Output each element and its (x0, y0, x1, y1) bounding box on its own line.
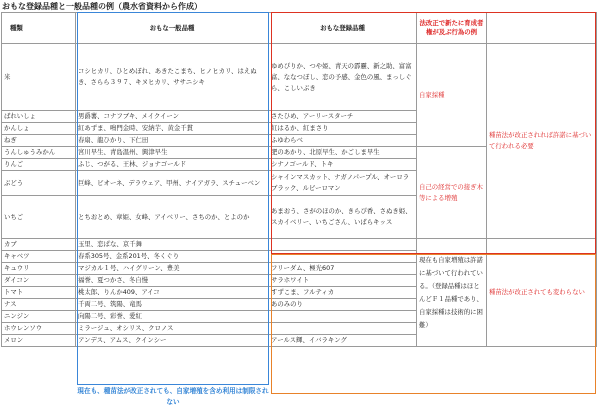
kind-cell: 米 (2, 44, 76, 111)
note-red: 種苗法が改正されれば許諾に基づいて行われる必要 (487, 44, 597, 239)
general-cell: 春系305号、金系201号、冬くぐり (76, 251, 269, 263)
general-cell: 向陽二号、彩誉、愛紅 (76, 311, 269, 323)
registered-cell: あのみのり (269, 299, 417, 311)
registered-cell (269, 323, 417, 335)
kind-cell: いちご (2, 196, 76, 239)
general-cell: 紅あずま、鳴門金時、安納芋、黄金千貫 (76, 123, 269, 135)
kind-cell: キュウリ (2, 263, 76, 275)
general-cell: 桃太郎、りんか409、アイコ (76, 287, 269, 299)
general-cell: 男爵薯、コナフブキ、メイクイーン (76, 111, 269, 123)
general-cell: 春扇、龍ひかり、下仁田 (76, 135, 269, 147)
kind-cell: ダイコン (2, 275, 76, 287)
registered-cell: シナノゴールド、トキ (269, 159, 417, 171)
header-kind: 種類 (2, 13, 76, 44)
kind-cell: ホウレンソウ (2, 323, 76, 335)
header-row (2, 13, 597, 44)
after-orange: 現在も自家増殖は許諾に基づいて行われている。（登録品種はほとんどＦ１品種であり、自家採種は技術的に困難） (417, 239, 487, 347)
kind-cell: ぶどう (2, 171, 76, 196)
kind-cell: かんしょ (2, 123, 76, 135)
general-cell: 巨峰、ピオーネ、デラウェア、甲州、ナイアガラ、スチューベン (76, 171, 269, 196)
kind-cell: ばれいしょ (2, 111, 76, 123)
general-cell: 千両二号、筑陽、竜馬 (76, 299, 269, 311)
variety-table (1, 12, 597, 347)
general-cell: 玉里、恋ぱな、京千舞 (76, 239, 269, 251)
registered-cell: フリーダム、極光607 (269, 263, 417, 275)
kind-cell: トマト (2, 287, 76, 299)
kind-cell: メロン (2, 335, 76, 347)
registered-cell: 肥のあかり、北原早生、かごしま早生 (269, 147, 417, 159)
general-cell: とちおとめ、章姫、女峰、アイベリー、さちのか、とよのか (76, 196, 269, 239)
table-row (2, 239, 597, 251)
registered-cell: サラホワイト (269, 275, 417, 287)
general-cell: ミラージュ、オシリス、クロノス (76, 323, 269, 335)
after-grafting: 自己の経営での接ぎ木等による増殖 (417, 147, 487, 239)
kind-cell: ニンジン (2, 311, 76, 323)
kind-cell: ねぎ (2, 135, 76, 147)
registered-cell: 紅はるか、紅まさり (269, 123, 417, 135)
header-registered: おもな登録品種 (269, 13, 417, 44)
general-cell: アンデス、アムス、クインシー (76, 335, 269, 347)
registered-cell (269, 251, 417, 263)
page-title: おもな登録品種と一般品種の例（農水省資料から作成） (2, 2, 202, 11)
registered-cell: アールス輝、イバラキング (269, 335, 417, 347)
note-orange: 種苗法が改正されても変わらない (487, 239, 597, 347)
registered-cell (269, 311, 417, 323)
kind-cell: ナス (2, 299, 76, 311)
general-cell: ふじ、つがる、王林、ジョナゴールド (76, 159, 269, 171)
header-after: 法改正で新たに育成者権が及ぶ行為の例 (417, 13, 487, 44)
general-cell: 宮川早生、青島温州、興津早生 (76, 147, 269, 159)
header-general: おもな一般品種 (76, 13, 269, 44)
registered-cell: シャインマスカット、ナガノパープル、オーロラブラック、ルビーロマン (269, 171, 417, 196)
general-cell: 福誉、夏つかさ、冬自慢 (76, 275, 269, 287)
registered-cell: すずこま、フルティカ (269, 287, 417, 299)
kind-cell: りんご (2, 159, 76, 171)
general-cell: マジカル１号、ハイグリーン、豊美 (76, 263, 269, 275)
kind-cell: キャベツ (2, 251, 76, 263)
kind-cell: カブ (2, 239, 76, 251)
registered-cell: ゆめぴりか、つや姫、青天の霹靂、新之助、富富富、ななつぼし、恋の予感、金色の風、まっしぐら、こしいぶき (269, 44, 417, 111)
registered-cell: ふゆわらべ (269, 135, 417, 147)
registered-cell: さたひめ、アーリースターチ (269, 111, 417, 123)
header-note (487, 13, 597, 44)
general-cell: コシヒカリ、ひとめぼれ、あきたこまち、ヒノヒカリ、はえぬき、さらら３９７、キヌヒカリ、ササニシキ (76, 44, 269, 111)
general-varieties-note: 現在も、種苗法が改正されても、自家増殖を含め利用は制限されない (77, 387, 269, 406)
registered-cell: あまおう、さがのほのか、きらぴ香、さぬき姫、スカイベリー、いちごさん、いばらキッス (269, 196, 417, 239)
kind-cell: うんしゅうみかん (2, 147, 76, 159)
after-self-collection: 自家採種 (417, 44, 487, 147)
table-row (2, 44, 597, 111)
registered-cell (269, 239, 417, 251)
